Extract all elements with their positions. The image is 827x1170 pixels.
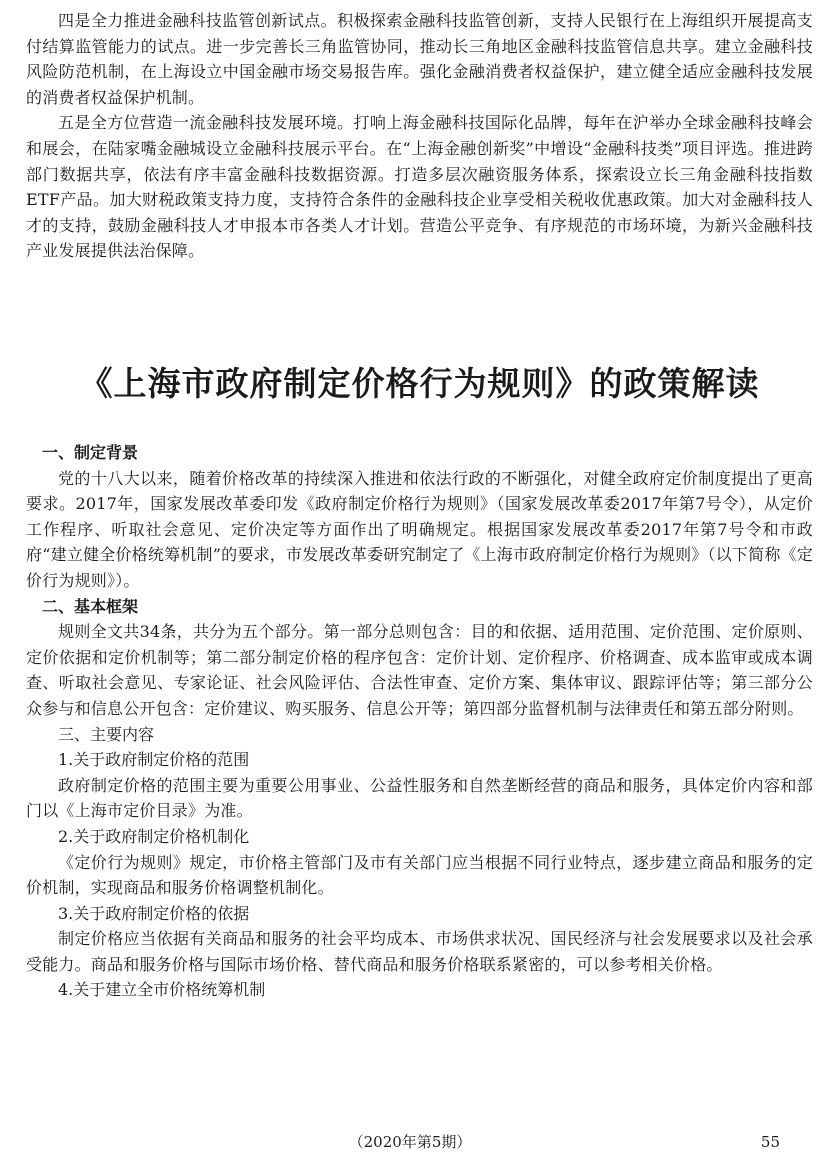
section-heading-main-content: 三、主要内容: [58, 724, 155, 744]
section-heading-framework: 二、基本框架: [42, 596, 139, 616]
item-title-pricing-basis: 3.关于政府制定价格的依据: [58, 903, 250, 923]
footer-page-number: 55: [760, 1133, 780, 1151]
section-heading-background: 一、制定背景: [42, 443, 139, 462]
item-title-pricing-scope: 1.关于政府制定价格的范围: [58, 750, 250, 770]
paragraph-pricing-basis: 制定价格应当依据有关商品和服务的社会平均成本、市场供求状况、国民经济与社会发展要求以及社会承受能力。商品和服务价格与国际市场价格、替代商品和服务价格联系紧密的，可以参考相关价格。: [26, 929, 813, 974]
footer-issue-label: （2020年第5期）: [348, 1133, 472, 1151]
article-body: [26, 440, 813, 1003]
continuation-section: [26, 8, 813, 264]
paragraph-background: 党的十八大以来，随着价格改革的持续深入推进和依法行政的不断强化，对健全政府定价制度提出了更高要求。2017年，国家发展改革委印发《政府制定价格行为规则》（国家发展改革委2017年第7号令），从定价工作程序、听取社会意见、定价决定等方面作出了明确规定。根据国家发展改革委2017年第7号令和市政府“建立健全价格统筹机制”的要求，市发展改革委研究制定了《上海市政府制定价格行为规则》（以下简称《定价行为规则》）。: [26, 468, 813, 590]
paragraph-point-four: 四是全力推进金融科技监管创新试点。积极探索金融科技监管创新，支持人民银行在上海组织开展提高支付结算监管能力的试点。进一步完善长三角监管协同，推动长三角地区金融科技监管信息共享。建立金融科技风险防范机制，在上海设立中国金融市场交易报告库。强化金融消费者权益保护，建立健全适应金融科技发展的消费者权益保护机制。: [26, 11, 813, 107]
paragraph-point-five: 五是全方位营造一流金融科技发展环境。打响上海金融科技国际化品牌，每年在沪举办全球金融科技峰会和展会，在陆家嘴金融城设立金融科技展示平台。在“上海金融创新奖”中增设“金融科技类”项目评选。推进跨部门数据共享，依法有序丰富金融科技数据资源。打造多层次融资服务体系，探索设立长三角金融科技指数ETF产品。加大财税政策支持力度，支持符合条件的金融科技企业享受相关税收优惠政策。加大对金融科技人才的支持，鼓励金融科技人才申报本市各类人才计划。营造公平竞争、有序规范的市场环境，为新兴金融科技产业发展提供法治保障。: [26, 113, 813, 261]
article-title: 《上海市政府制定价格行为规则》的政策解读: [79, 364, 760, 403]
item-title-price-coordination: 4.关于建立全市价格统筹机制: [58, 980, 266, 1000]
paragraph-pricing-scope: 政府制定价格的范围主要为重要公用事业、公益性服务和自然垄断经营的商品和服务，具体定价内容和部门以《上海市定价目录》为准。: [26, 775, 813, 821]
item-title-pricing-mechanism: 2.关于政府制定价格机制化: [58, 826, 250, 846]
paragraph-framework: 规则全文共34条，共分为五个部分。第一部分总则包含：目的和依据、适用范围、定价范围、定价原则、定价依据和定价机制等；第二部分制定价格的程序包含：定价计划、定价程序、价格调查、成本监审或成本调查、听取社会意见、专家论证、社会风险评估、合法性审查、定价方案、集体审议、跟踪评估等；第三部分公众参与和信息公开包含：定价建议、购买服务、信息公开等；第四部分监督机制与法律责任和第五部分附则。: [26, 622, 813, 718]
paragraph-pricing-mechanism: 《定价行为规则》规定，市价格主管部门及市有关部门应当根据不同行业特点，逐步建立商品和服务的定价机制，实现商品和服务价格调整机制化。: [26, 852, 813, 898]
